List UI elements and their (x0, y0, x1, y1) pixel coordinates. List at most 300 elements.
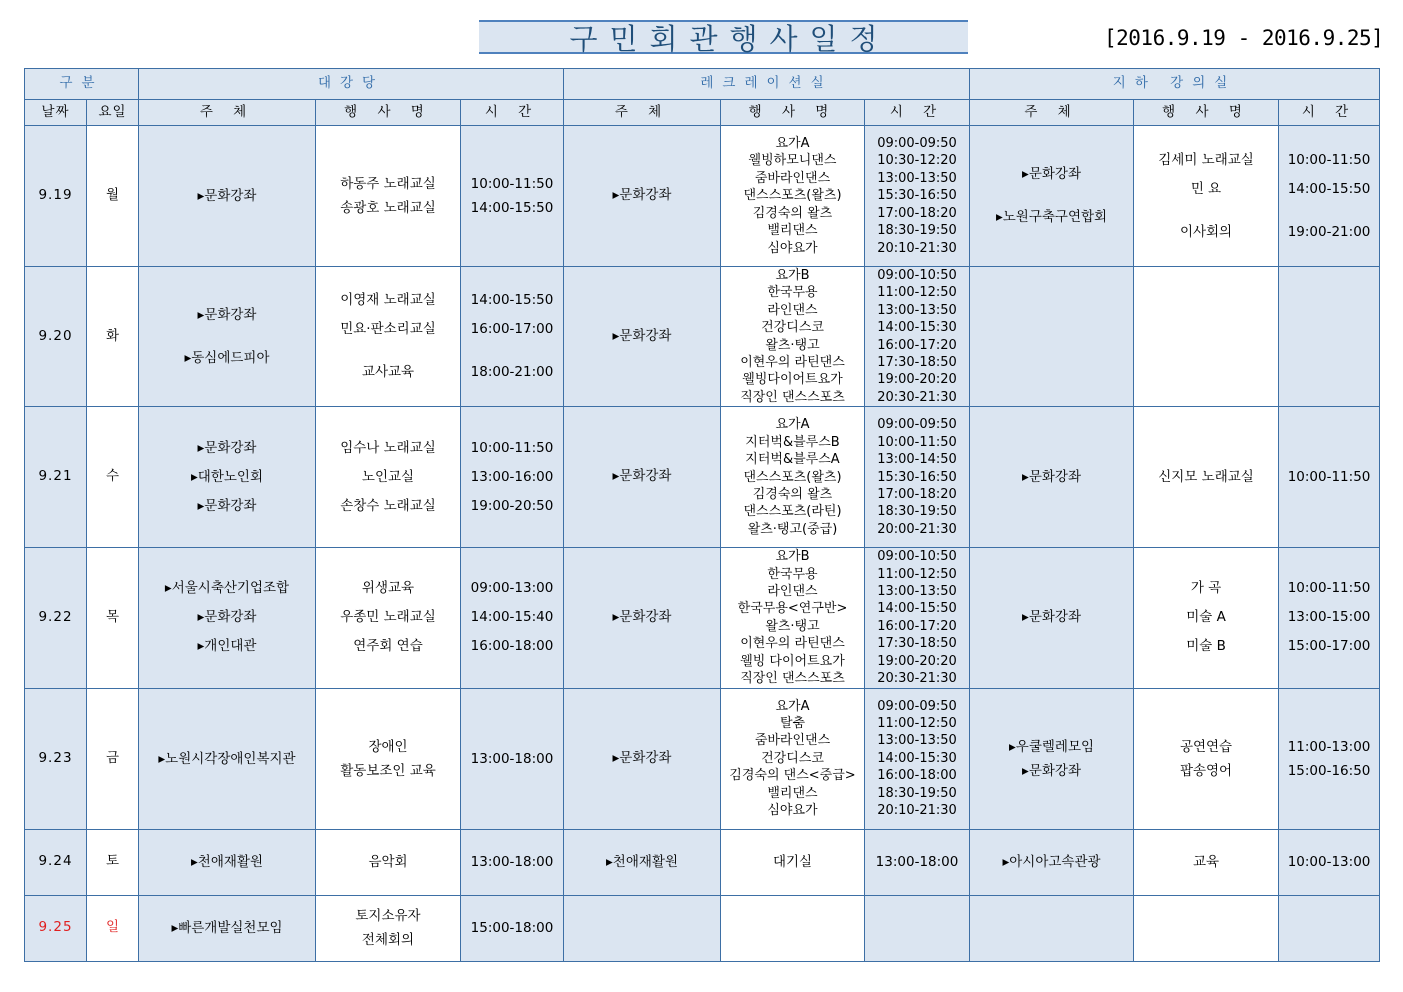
rec-time: 13:00-13:50 (877, 584, 957, 600)
rec-event: 한국무용 (767, 285, 818, 301)
hall-time: 16:00-17:00 (470, 321, 554, 338)
rec-event-cell (721, 407, 865, 548)
rec-time: 19:00-20:20 (877, 653, 957, 669)
rec-host-cell (564, 126, 721, 267)
rec-event: 건강디스코 (761, 750, 824, 766)
rec-event: 요가B (775, 549, 810, 565)
rec-time: 14:00-15:30 (877, 320, 957, 336)
hall-host-cell (139, 895, 316, 961)
hall-host-cell (139, 407, 316, 548)
hall-events-list (316, 434, 460, 521)
date-cell: 9.22 (25, 548, 87, 688)
rec-time: 18:30-19:50 (877, 223, 957, 239)
base-host: ▸문화강좌 (1022, 469, 1081, 486)
rec-event: 왈츠·탱고(중급) (747, 521, 838, 537)
dow-cell: 금 (87, 688, 139, 829)
hall-times-list (461, 916, 563, 940)
base-time: 15:00-17:00 (1287, 638, 1371, 655)
hall-time: 10:00-11:50 (470, 176, 554, 192)
rec-time: 10:00-11:50 (877, 434, 957, 450)
hall-hosts-list (139, 850, 315, 874)
hall-event: 민요·판소리교실 (340, 321, 436, 338)
rec-host: ▸문화강좌 (612, 187, 672, 204)
hall-times-list (461, 747, 563, 771)
rec-host-cell (564, 407, 721, 548)
hall-event: 활동보조인 교육 (340, 762, 436, 779)
hall-host: ▸동심에드피아 (184, 349, 270, 366)
hall-events-list (316, 574, 460, 661)
rec-event: 웰빙하모니댄스 (748, 153, 837, 169)
hall-events-list (316, 172, 460, 220)
header-venue-basement: 지하 강의실 (970, 69, 1380, 100)
header-date: 날짜 (25, 100, 87, 126)
rec-hosts-list (564, 187, 720, 205)
hall-host: ▸빠른개발실천모임 (171, 920, 283, 936)
hall-host-cell (139, 688, 316, 829)
rec-time: 16:00-17:20 (877, 618, 957, 634)
hall-event: 하동주 노래교실 (340, 176, 436, 192)
rec-event: 이현우의 라틴댄스 (740, 636, 845, 652)
dow-cell: 일 (87, 895, 139, 961)
base-times-list (1279, 465, 1379, 489)
hall-time-cell (461, 688, 564, 829)
hall-event: 음악회 (368, 854, 408, 870)
base-event: 민 요 (1190, 180, 1222, 197)
rec-time-cell (865, 895, 970, 961)
header-event: 행 사 명 (1134, 100, 1279, 126)
rec-time: 16:00-18:00 (877, 768, 957, 784)
rec-times-list (865, 548, 969, 687)
hall-event-cell (316, 267, 461, 407)
schedule-table (24, 68, 1380, 962)
rec-time: 10:30-12:20 (877, 153, 957, 169)
base-times-list (1279, 735, 1379, 783)
rec-time: 20:30-21:30 (877, 389, 957, 405)
rec-host-cell (564, 548, 721, 688)
base-host-cell (970, 267, 1134, 407)
base-time-cell (1279, 548, 1380, 688)
rec-event: 라인댄스 (767, 302, 818, 318)
rec-event: 줌바라인댄스 (754, 733, 831, 749)
header-category: 구분 (25, 69, 139, 100)
rec-event: 이현우의 라틴댄스 (740, 355, 845, 371)
rec-event: 웰빙 다이어트요가 (740, 653, 845, 669)
rec-hosts-list (564, 328, 720, 346)
header-dow: 요일 (87, 100, 139, 126)
header-venues (25, 69, 1380, 100)
base-events-list (1134, 574, 1278, 661)
hall-event: 임수나 노래교실 (340, 439, 436, 456)
rec-time-cell (865, 548, 970, 688)
hall-time: 14:00-15:50 (470, 292, 554, 309)
base-event-cell (1134, 126, 1279, 267)
base-time: 10:00-11:50 (1287, 469, 1371, 486)
hall-host: ▸대한노인회 (191, 468, 263, 485)
date-cell: 9.24 (25, 829, 87, 895)
rec-event: 요가A (775, 136, 810, 152)
base-time-cell (1279, 407, 1380, 548)
rec-time-cell (865, 126, 970, 267)
base-hosts-list (970, 850, 1133, 874)
rec-event: 한국무용<연구반> (737, 601, 848, 617)
hall-time: 18:00-21:00 (470, 364, 554, 381)
rec-event-cell (721, 895, 865, 961)
base-hosts-list (970, 465, 1133, 489)
day-row (25, 688, 1380, 829)
header-venue-hall: 대강당 (139, 69, 564, 100)
rec-time: 13:00-13:50 (877, 733, 957, 749)
base-host: ▸문화강좌 (1022, 609, 1081, 626)
base-events-list (1134, 735, 1278, 783)
rec-time: 09:00-10:50 (877, 268, 957, 283)
base-hosts-list (970, 735, 1133, 783)
hall-host: ▸서울시축산기업조합 (164, 580, 290, 597)
rec-time: 13:00-13:50 (877, 302, 957, 318)
rec-time: 20:00-21:30 (877, 521, 957, 537)
page-title: 구민회관행사일정 (479, 20, 968, 54)
hall-time: 14:00-15:50 (470, 200, 554, 216)
rec-times-list (865, 267, 969, 406)
base-time-cell (1279, 126, 1380, 267)
rec-times-list (865, 850, 969, 874)
rec-time: 17:00-18:20 (877, 486, 957, 502)
base-time-cell (1279, 829, 1380, 895)
hall-event: 우종민 노래교실 (340, 609, 436, 626)
rec-event: 직장인 댄스스포츠 (740, 671, 845, 687)
rec-event: 왈츠·탱고 (765, 618, 820, 634)
rec-time: 20:10-21:30 (877, 803, 957, 819)
rec-event: 심야요가 (767, 803, 818, 819)
hall-time-cell (461, 407, 564, 548)
hall-time: 13:00-16:00 (470, 468, 554, 485)
base-event-cell (1134, 267, 1279, 407)
rec-event: 댄스스포츠(왈츠) (743, 188, 842, 204)
hall-event-cell (316, 548, 461, 688)
hall-events-list (316, 735, 460, 783)
hall-events-list (316, 904, 460, 952)
base-time-cell (1279, 688, 1380, 829)
hall-time: 13:00-18:00 (470, 854, 554, 870)
base-time-cell (1279, 895, 1380, 961)
rec-time: 11:00-12:50 (877, 715, 957, 731)
rec-event: 탈춤 (779, 715, 806, 731)
rec-times-list (865, 135, 969, 257)
dow-cell: 수 (87, 407, 139, 548)
date-cell: 9.21 (25, 407, 87, 548)
hall-event: 장애인 (368, 738, 408, 755)
hall-event-cell (316, 895, 461, 961)
rec-event-cell (721, 829, 865, 895)
date-cell: 9.23 (25, 688, 87, 829)
hall-host: ▸천애재활원 (191, 854, 263, 870)
day-row (25, 895, 1380, 961)
hall-hosts-list (139, 301, 315, 373)
base-host: ▸문화강좌 (1022, 166, 1081, 182)
hall-event: 노인교실 (361, 468, 415, 485)
hall-event: 위생교육 (361, 580, 415, 597)
hall-events-list (316, 850, 460, 874)
hall-host: ▸노원시각장애인복지관 (158, 750, 296, 767)
hall-event: 연주회 연습 (353, 638, 423, 655)
hall-event: 송광호 노래교실 (340, 200, 436, 216)
base-event: 공연연습 (1179, 738, 1233, 755)
rec-time-cell (865, 267, 970, 407)
base-time: 13:00-15:00 (1287, 609, 1371, 626)
hall-times-list (461, 574, 563, 661)
rec-host-cell (564, 895, 721, 961)
base-event: 미술 A (1186, 609, 1226, 626)
hall-event-cell (316, 829, 461, 895)
header-event: 행 사 명 (721, 100, 865, 126)
base-events-list (1134, 465, 1278, 489)
base-host-cell (970, 895, 1134, 961)
rec-event: 김경숙의 왈츠 (752, 205, 833, 221)
rec-event: 요가B (775, 268, 810, 283)
dow-cell: 화 (87, 267, 139, 407)
hall-time: 13:00-18:00 (470, 750, 554, 767)
base-hosts-list (970, 160, 1133, 232)
hall-host: ▸문화강좌 (197, 439, 257, 456)
hall-time: 14:00-15:40 (470, 609, 554, 626)
rec-event: 왈츠·탱고 (765, 337, 820, 353)
base-event: 가 곡 (1190, 580, 1222, 597)
hall-times-list (461, 286, 563, 387)
dow-cell: 월 (87, 126, 139, 267)
hall-time: 15:00-18:00 (470, 920, 554, 936)
base-hosts-list (970, 603, 1133, 632)
hall-host: ▸개인대관 (197, 638, 257, 655)
rec-event: 요가A (775, 417, 810, 433)
rec-time-cell (865, 829, 970, 895)
rec-host: ▸문화강좌 (612, 327, 672, 344)
rec-events-list (721, 135, 864, 257)
rec-host: ▸천애재활원 (606, 854, 678, 870)
base-event-cell (1134, 895, 1279, 961)
hall-hosts-list (139, 434, 315, 521)
date-range: [2016.9.19 - 2016.9.25] (1104, 26, 1384, 50)
header-time: 시 간 (1279, 100, 1380, 126)
rec-time: 19:00-20:20 (877, 372, 957, 388)
base-host-cell (970, 407, 1134, 548)
rec-time: 11:00-12:50 (877, 285, 957, 301)
base-times-list (1279, 850, 1379, 874)
rec-times-list (865, 698, 969, 820)
hall-events-list (316, 286, 460, 387)
hall-event: 손창수 노래교실 (340, 497, 436, 514)
schedule-body (25, 69, 1380, 962)
rec-time: 20:10-21:30 (877, 240, 957, 256)
hall-event: 토지소유자 (355, 908, 421, 924)
hall-event: 전체회의 (361, 932, 415, 948)
rec-time: 13:00-18:00 (875, 854, 959, 870)
hall-times-list (461, 172, 563, 220)
rec-event: 김경숙의 댄스<중급> (729, 768, 856, 784)
rec-events-list (721, 698, 864, 820)
base-time: 14:00-15:50 (1287, 180, 1371, 197)
rec-time: 13:00-13:50 (877, 170, 957, 186)
hall-times-list (461, 850, 563, 874)
rec-event-cell (721, 548, 865, 688)
hall-hosts-list (139, 916, 315, 940)
rec-time: 15:30-16:50 (877, 188, 957, 204)
base-event: 김세미 노래교실 (1158, 151, 1254, 168)
day-row (25, 548, 1380, 688)
hall-host-cell (139, 267, 316, 407)
hall-hosts-list (139, 184, 315, 208)
base-event-cell (1134, 407, 1279, 548)
rec-events-list (721, 416, 864, 538)
base-host-cell (970, 548, 1134, 688)
rec-event: 라인댄스 (767, 584, 818, 600)
rec-event: 대기실 (772, 854, 813, 870)
hall-time: 19:00-20:50 (470, 497, 554, 514)
header-host: 주 체 (564, 100, 721, 126)
day-row (25, 407, 1380, 548)
rec-event: 밸리댄스 (767, 785, 818, 801)
base-time-cell (1279, 267, 1380, 407)
hall-time-cell (461, 829, 564, 895)
day-row (25, 126, 1380, 267)
header-event: 행 사 명 (316, 100, 461, 126)
base-host-cell (970, 126, 1134, 267)
base-events-list (1134, 146, 1278, 247)
rec-time: 16:00-17:20 (877, 337, 957, 353)
rec-hosts-list (564, 850, 720, 874)
rec-time: 18:30-19:50 (877, 785, 957, 801)
hall-host: ▸문화강좌 (197, 497, 257, 514)
base-event-cell (1134, 548, 1279, 688)
rec-time: 14:00-15:50 (877, 601, 957, 617)
rec-events-list (721, 267, 864, 406)
base-time: 10:00-11:50 (1287, 580, 1371, 597)
rec-event-cell (721, 126, 865, 267)
hall-time-cell (461, 126, 564, 267)
base-event: 미술 B (1186, 638, 1226, 655)
dow-cell: 목 (87, 548, 139, 688)
rec-time: 11:00-12:50 (877, 566, 957, 582)
base-host: ▸우쿨렐레모임 (1009, 738, 1095, 755)
rec-hosts-list (564, 750, 720, 768)
hall-event-cell (316, 688, 461, 829)
rec-event: 직장인 댄스스포츠 (740, 389, 845, 405)
rec-event: 댄스스포츠(왈츠) (743, 469, 842, 485)
base-time: 15:00-16:50 (1287, 762, 1371, 779)
rec-time: 13:00-14:50 (877, 452, 957, 468)
dow-cell: 토 (87, 829, 139, 895)
hall-time-cell (461, 267, 564, 407)
rec-time: 17:30-18:50 (877, 636, 957, 652)
base-events-list (1134, 850, 1278, 874)
rec-hosts-list (564, 609, 720, 627)
rec-events-list (721, 548, 864, 687)
rec-time: 14:00-15:30 (877, 750, 957, 766)
rec-event: 요가A (775, 698, 810, 714)
header-time: 시 간 (865, 100, 970, 126)
rec-events-list (721, 850, 864, 874)
rec-event: 줌바라인댄스 (754, 170, 831, 186)
date-cell: 9.25 (25, 895, 87, 961)
rec-event-cell (721, 267, 865, 407)
base-host: ▸노원구축구연합회 (995, 209, 1108, 225)
rec-host: ▸문화강좌 (612, 468, 672, 485)
hall-host: ▸문화강좌 (197, 188, 257, 204)
hall-time: 09:00-13:00 (470, 580, 554, 597)
hall-hosts-list (139, 574, 315, 661)
rec-time: 18:30-19:50 (877, 504, 957, 520)
rec-time: 15:30-16:50 (877, 469, 957, 485)
header-venue-rec: 레크레이션실 (564, 69, 970, 100)
hall-times-list (461, 434, 563, 521)
base-host: ▸아시아고속관광 (1002, 854, 1101, 870)
rec-event: 김경숙의 왈츠 (752, 486, 833, 502)
base-event: 팝송영어 (1179, 762, 1233, 779)
rec-time: 09:00-09:50 (877, 417, 957, 433)
hall-host-cell (139, 126, 316, 267)
base-event-cell (1134, 829, 1279, 895)
base-event: 이사회의 (1179, 223, 1233, 240)
rec-time: 09:00-10:50 (877, 549, 957, 565)
base-host: ▸문화강좌 (1022, 762, 1081, 779)
rec-hosts-list (564, 468, 720, 486)
base-event: 신지모 노래교실 (1158, 469, 1254, 486)
hall-host: ▸문화강좌 (197, 306, 257, 323)
rec-host-cell (564, 688, 721, 829)
hall-host-cell (139, 829, 316, 895)
rec-event: 한국무용 (767, 566, 818, 582)
day-row (25, 829, 1380, 895)
rec-time-cell (865, 407, 970, 548)
hall-time-cell (461, 548, 564, 688)
base-event: 교육 (1192, 854, 1220, 870)
rec-event: 심야요가 (767, 240, 818, 256)
base-times-list (1279, 146, 1379, 247)
rec-event: 지터벅&블루스B (745, 434, 840, 450)
header-time: 시 간 (461, 100, 564, 126)
hall-host: ▸문화강좌 (197, 609, 257, 626)
hall-host-cell (139, 548, 316, 688)
hall-event: 교사교육 (361, 364, 415, 381)
rec-host: ▸문화강좌 (612, 749, 672, 766)
rec-event: 밸리댄스 (767, 223, 818, 239)
rec-times-list (865, 416, 969, 538)
rec-time: 17:30-18:50 (877, 355, 957, 371)
header-columns (25, 100, 1380, 126)
base-host-cell (970, 829, 1134, 895)
hall-event-cell (316, 126, 461, 267)
hall-event-cell (316, 407, 461, 548)
rec-host: ▸문화강좌 (612, 609, 672, 626)
rec-event: 지터벅&블루스A (745, 452, 840, 468)
base-host-cell (970, 688, 1134, 829)
hall-time: 10:00-11:50 (470, 439, 554, 456)
rec-time-cell (865, 688, 970, 829)
rec-host-cell (564, 267, 721, 407)
rec-event-cell (721, 688, 865, 829)
base-times-list (1279, 574, 1379, 661)
rec-time: 20:30-21:30 (877, 671, 957, 687)
rec-time: 17:00-18:20 (877, 205, 957, 221)
rec-host-cell (564, 829, 721, 895)
rec-time: 09:00-09:50 (877, 698, 957, 714)
rec-time: 09:00-09:50 (877, 136, 957, 152)
base-time: 11:00-13:00 (1287, 738, 1371, 755)
hall-event: 이영재 노래교실 (340, 292, 436, 309)
day-row (25, 267, 1380, 407)
rec-event: 웰빙다이어트요가 (742, 372, 843, 388)
base-time: 10:00-11:50 (1287, 151, 1371, 168)
hall-time-cell (461, 895, 564, 961)
hall-time: 16:00-18:00 (470, 638, 554, 655)
